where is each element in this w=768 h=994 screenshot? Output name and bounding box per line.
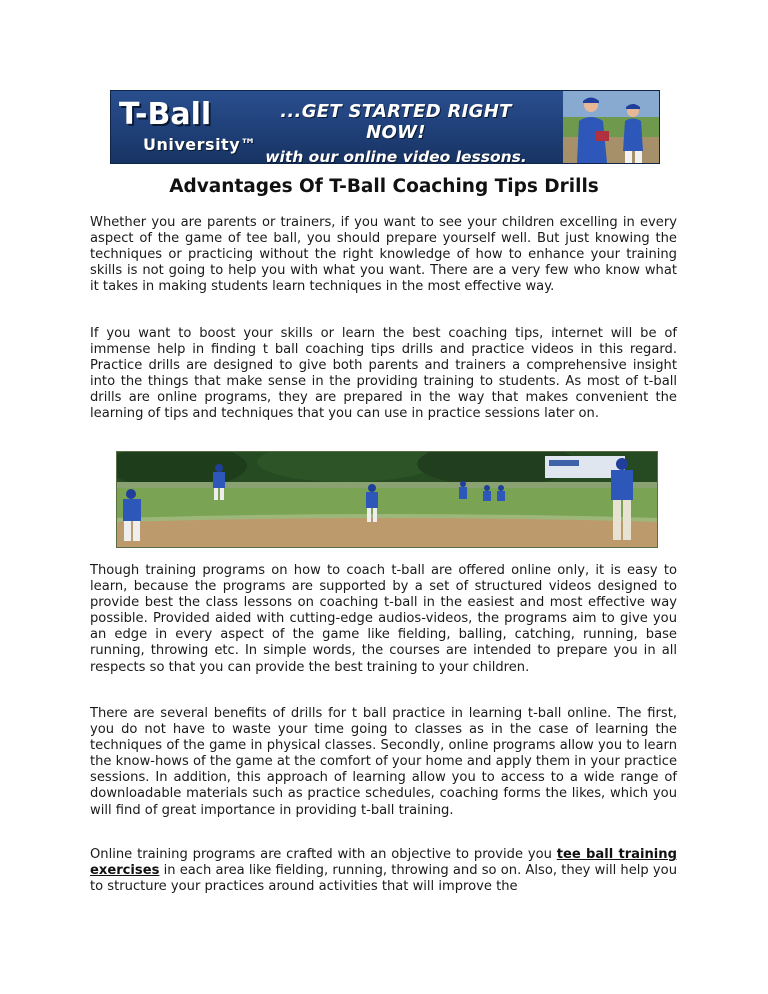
banner-subline: with our online video lessons. — [265, 148, 527, 164]
paragraph-5 — [90, 847, 677, 895]
coach-and-player-illustration — [563, 91, 659, 163]
practice-field-illustration — [117, 452, 657, 547]
paragraph-2: If you want to boost your skills or learn the best coaching tips, internet will be of immense help in finding t ball coaching tips drills and practice videos in this regard. Practice drills are designed to give both parents and trainers a comprehensive insight into the things that make sense in the providing training to students. As most of t-ball drills are online programs, they are prepared in the way that makes convenient the learning of tips and techniques that you can use in practice sessions later on. — [90, 326, 677, 422]
banner-tagline — [261, 101, 531, 164]
paragraph-4: There are several benefits of drills for t ball practice in learning t-ball online. The first, you do not have to waste your time going to classes as in the case of learning the techniques of the game in physical classes. Secondly, online programs allow you to learn the know-hows of the game at the comfort of your home and apply them in your practice sessions. In addition, this approach of learning allow you to access to a wide range of downloadable materials such as practice schedules, coaching forms the likes, which you will find of great importance in providing t-ball training. — [90, 706, 677, 818]
coach-and-player-photo — [563, 91, 659, 163]
logo-text-university: University™ — [143, 135, 257, 154]
paragraph-1: Whether you are parents or trainers, if you want to see your children excelling in every aspect of the game of tee ball, you should prepare yourself well. But just knowing the techniques or practicing without the right knowledge of how to enhance your training skills is not going to help you with what you want. There are a very few who know what it takes in making students learn techniques in the most effective way. — [90, 215, 677, 295]
logo-text-tball: T-Ball — [119, 97, 212, 132]
article-title: Advantages Of T-Ball Coaching Tips Drills — [169, 176, 599, 197]
tball-university-logo — [119, 97, 257, 157]
tball-practice-photo — [116, 451, 658, 548]
paragraph-5-text-end: in each area like fielding, running, throwing and so on. Also, they will help you to structure your practices around activities that will improve the — [90, 863, 677, 895]
banner-headline: ...GET STARTED RIGHT NOW! — [280, 101, 512, 143]
paragraph-3: Though training programs on how to coach t-ball are offered online only, it is easy to learn, because the programs are supported by a set of structured videos designed to provide best the class lessons on coaching t-ball in the easiest and most effective way possible. Provided aided with cutting-edge audios-videos, the programs aim to give you an edge in every aspect of the game like fielding, balling, catching, running, base running, throwing etc. In simple words, the courses are intended to prepare you in all respects so that you can provide the best training to your children. — [90, 563, 677, 675]
tee-ball-training-exercises-link[interactable]: tee ball training exercises — [90, 847, 677, 879]
tball-university-banner[interactable] — [110, 90, 660, 164]
paragraph-5-text-start: Online training programs are crafted with an objective to provide you — [90, 847, 557, 862]
